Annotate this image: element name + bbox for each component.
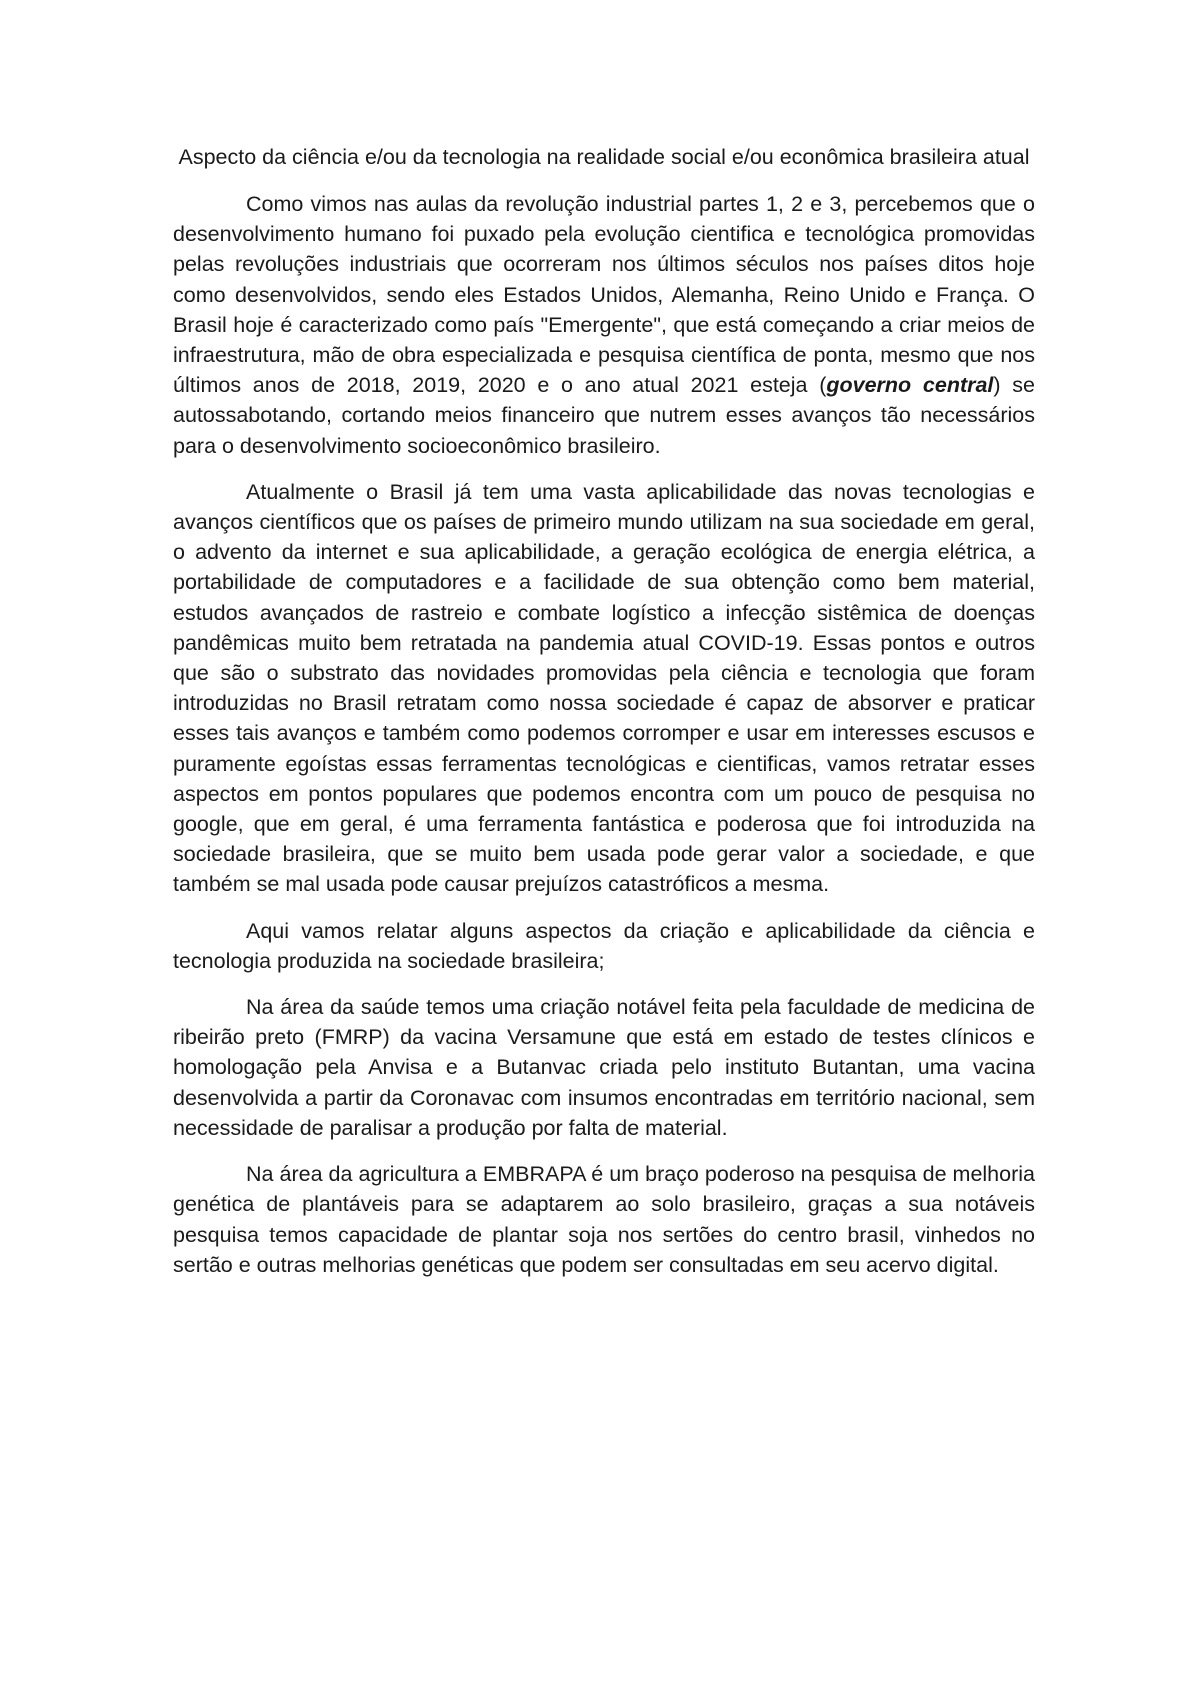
paragraph-5: Na área da agricultura a EMBRAPA é um braço poderoso na pesquisa de melhoria genética de plantáveis para se adaptarem ao solo brasileiro, graças a sua notáveis pesquisa temos capacidade de plantar soja nos sertões do centro brasil, vinhedos no sertão e outras melhorias genéticas que podem ser consultadas em seu acervo digital. [173, 1162, 1035, 1277]
paragraph-1-emphasis: governo central [826, 373, 994, 398]
paragraph-3: Aqui vamos relatar alguns aspectos da criação e aplicabilidade da ciência e tecnologia produzida na sociedade brasileira; [173, 918, 1035, 973]
paragraph-1 [173, 189, 1035, 461]
paragraph-4: Na área da saúde temos uma criação notável feita pela faculdade de medicina de ribeirão preto (FMRP) da vacina Versamune que está em estado de testes clínicos e homologação pela Anvisa e a Butanvac criada pelo instituto Butantan, uma vacina desenvolvida a partir da Coronavac com insumos encontradas em território nacional, sem necessidade de paralisar a produção por falta de material. [173, 995, 1035, 1140]
document-body [173, 142, 1035, 1296]
document-title: Aspecto da ciência e/ou da tecnologia na realidade social e/ou econômica brasileira atual [178, 145, 1030, 169]
paragraph-1-text-before: Como vimos nas aulas da revolução industrial partes 1, 2 e 3, percebemos que o desenvolvimento humano foi puxado pela evolução cientifica e tecnológica promovidas pelas revoluções industriais que ocorreram nos últimos séculos nos países ditos hoje como desenvolvidos, sendo eles Estados Unidos, Alemanha, Reino Unido e França. O Brasil hoje é caracterizado como país "Emergente", que está começando a criar meios de infraestrutura, mão de obra especializada e pesquisa científica de ponta, mesmo que nos últimos anos de 2018, 2019, 2020 e o ano atual 2021 esteja ( [173, 192, 1035, 398]
paragraph-2: Atualmente o Brasil já tem uma vasta aplicabilidade das novas tecnologias e avanços científicos que os países de primeiro mundo utilizam na sua sociedade em geral, o advento da internet e sua aplicabilidade, a geração ecológica de energia elétrica, a portabilidade de computadores e a facilidade de sua obtenção como bem material, estudos avançados de rastreio e combate logístico a infecção sistêmica de doenças pandêmicas muito bem retratada na pandemia atual COVID-19. Essas pontos e outros que são o substrato das novidades promovidas pela ciência e tecnologia que foram introduzidas no Brasil retratam como nossa sociedade é capaz de absorver e praticar esses tais avanços e também como podemos corromper e usar em interesses escusos e puramente egoístas essas ferramentas tecnológicas e cientificas, vamos retratar esses aspectos em pontos populares que podemos encontra com um pouco de pesquisa no google, que em geral, é uma ferramenta fantástica e poderosa que foi introduzida na sociedade brasileira, que se muito bem usada pode gerar valor a sociedade, e que também se mal usada pode causar prejuízos catastróficos a mesma. [173, 479, 1035, 897]
paragraph-1-text-after: ) se autossabotando, cortando meios financeiro que nutrem esses avanços tão necessários para o desenvolvimento socioeconômico brasileiro. [173, 373, 1035, 458]
